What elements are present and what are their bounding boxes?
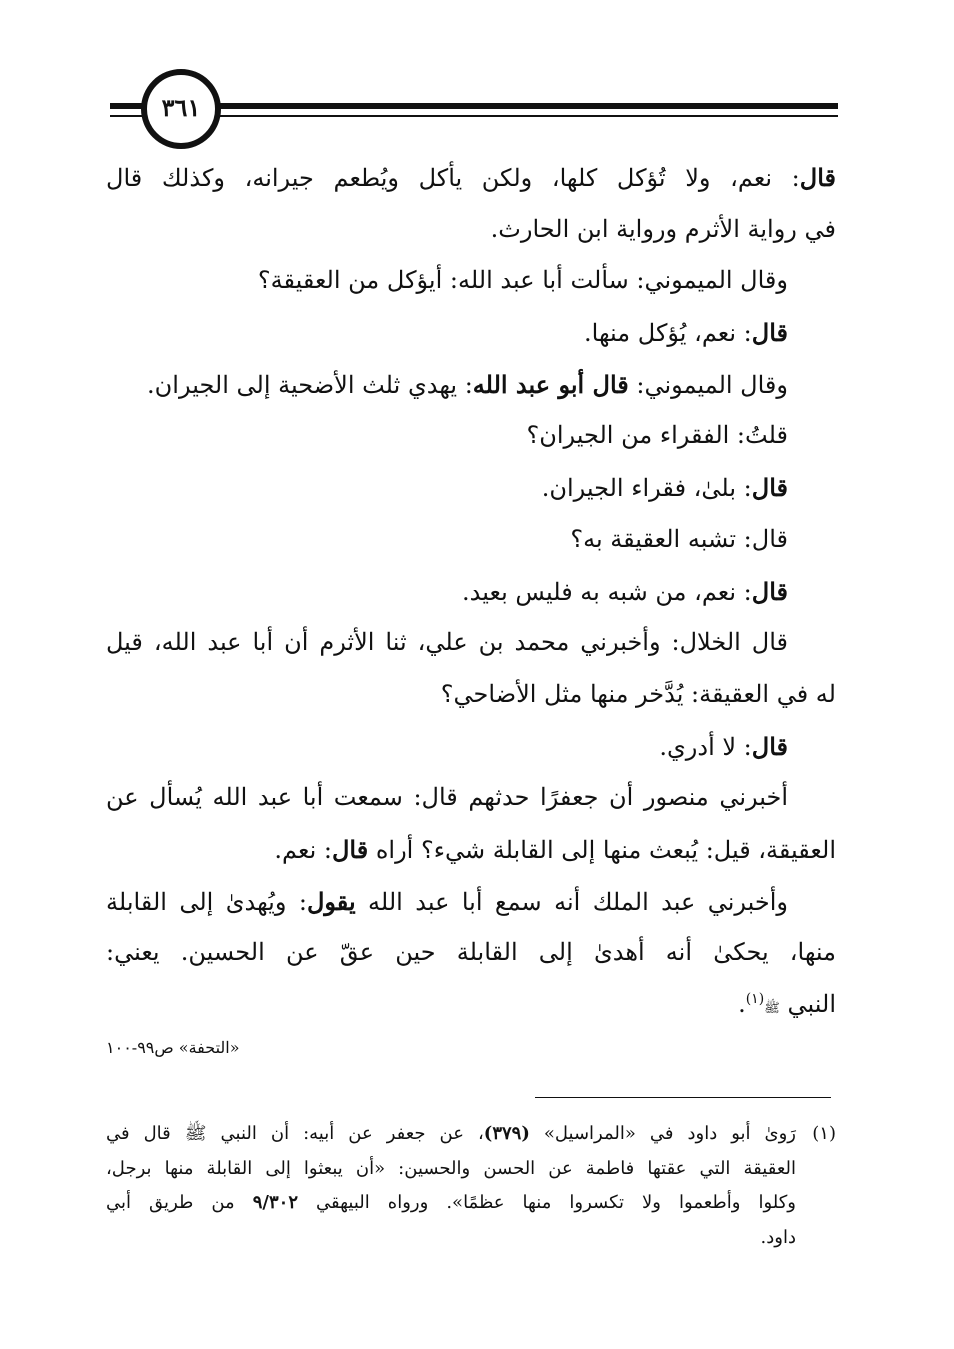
line-text: : بلىٰ، فقراء الجيران. xyxy=(541,474,752,503)
line-text: وأخبرني عبد الملك أنه سمع أبا عبد الله xyxy=(355,887,788,916)
text-line-10: قال الخلال: وأخبرني محمد بن علي، ثنا الأثرم أن أبا عبد الله، قيل xyxy=(106,628,788,657)
speaker-label: قال xyxy=(751,473,788,503)
line-text: : نعم، ولا تُؤكل كلها، ولكن يأكل ويُطعم جيرانه، وكذلك قال xyxy=(106,164,800,192)
footnote-line-2: العقيقة التي عقتها فاطمة عن الحسن والحسين: «أن يبعثوا إلى القابلة منها برجل، xyxy=(106,1157,796,1179)
footnote-line-4: داود. xyxy=(760,1226,796,1248)
footnote-text: رَوىٰ أبو داود في «المراسيل» xyxy=(529,1123,796,1144)
footnote-text: ، عن جعفر عن أبيه: أن النبي ﷺ قال في xyxy=(106,1123,484,1144)
footnote-marker[interactable]: (١) xyxy=(745,991,765,1007)
text-line-12 xyxy=(106,721,836,773)
line-text: : يهدي ثلث الأضحية إلى الجيران. xyxy=(147,370,473,399)
text-line-9 xyxy=(106,566,836,618)
text-line-1 xyxy=(106,152,836,204)
line-text: : لا أدري. xyxy=(659,732,752,761)
footnotes xyxy=(106,1117,836,1255)
line-text: : ويُهدىٰ إلى القابلة xyxy=(106,887,307,916)
text-line-17 xyxy=(106,979,836,1031)
line-text: : نعم. xyxy=(274,835,332,864)
line-text: وقال الميموني: xyxy=(628,370,788,399)
speaker-label: قال xyxy=(331,834,369,864)
footnote-number: (١) xyxy=(812,1123,836,1144)
text-line-7 xyxy=(106,462,836,514)
text-line-3: وقال الميموني: سألت أبا عبد الله: أيؤكل من العقيقة؟ xyxy=(257,266,788,295)
speaker-label: قال xyxy=(799,163,836,192)
text-line-14 xyxy=(106,824,836,876)
text-line-2: في رواية الأثرم ورواية ابن الحارث. xyxy=(490,214,836,243)
salla-honorific: ﷺ xyxy=(764,1001,780,1016)
line-text: . xyxy=(738,990,746,1018)
text-line-6: قلتُ: الفقراء من الجيران؟ xyxy=(526,421,788,450)
text-line-11: له في العقيقة: يُدَّخر منها مثل الأضاحي؟ xyxy=(440,679,836,708)
footnote-ref: (٣٧٩) xyxy=(483,1123,530,1144)
speaker-label: قال أبو عبد الله xyxy=(472,369,629,399)
text-line-13: أخبرني منصور أن جعفرًا حدثهم قال: سمعت أبا عبد الله يُسأل عن xyxy=(106,783,788,812)
text-line-16: منها، يحكىٰ أنه أهدىٰ إلى القابلة حين عقّ عن الحسين. يعني: xyxy=(106,938,836,967)
speaker-label: قال xyxy=(751,576,788,606)
speaker-label: قال xyxy=(751,731,788,761)
footnote-separator xyxy=(535,1097,831,1098)
text-line-8: قال: تشبه العقيقة به؟ xyxy=(570,524,788,553)
line-text: العقيقة، قيل: يُبعث منها إلى القابلة شيء؟ أراه xyxy=(368,835,836,864)
line-text: : نعم، من شبه به فليس بعيد. xyxy=(462,577,752,606)
speaker-label: يقول xyxy=(306,886,356,916)
footnote-text: وكلوا وأطعموا ولا تكسروا منها عظمًا». ورواه البيهقي xyxy=(297,1192,796,1213)
footnote-ref: ٩/٣٠٢ xyxy=(252,1192,298,1213)
text-line-4 xyxy=(106,307,836,359)
body-text xyxy=(106,152,836,1031)
footnote-line-3 xyxy=(106,1186,836,1221)
text-line-5 xyxy=(106,359,836,411)
speaker-label: قال xyxy=(751,318,788,348)
line-text: : نعم، يُؤكل منها. xyxy=(584,319,752,348)
source-reference: «التحفة» ص٩٩-١٠٠ xyxy=(106,1038,240,1057)
page-number: ٣٦١ xyxy=(141,69,221,149)
text-line-15 xyxy=(106,876,836,928)
line-text: النبي xyxy=(779,990,836,1018)
footnote-line-1 xyxy=(106,1117,836,1152)
footnote-text: من طريق أبي xyxy=(106,1192,253,1213)
